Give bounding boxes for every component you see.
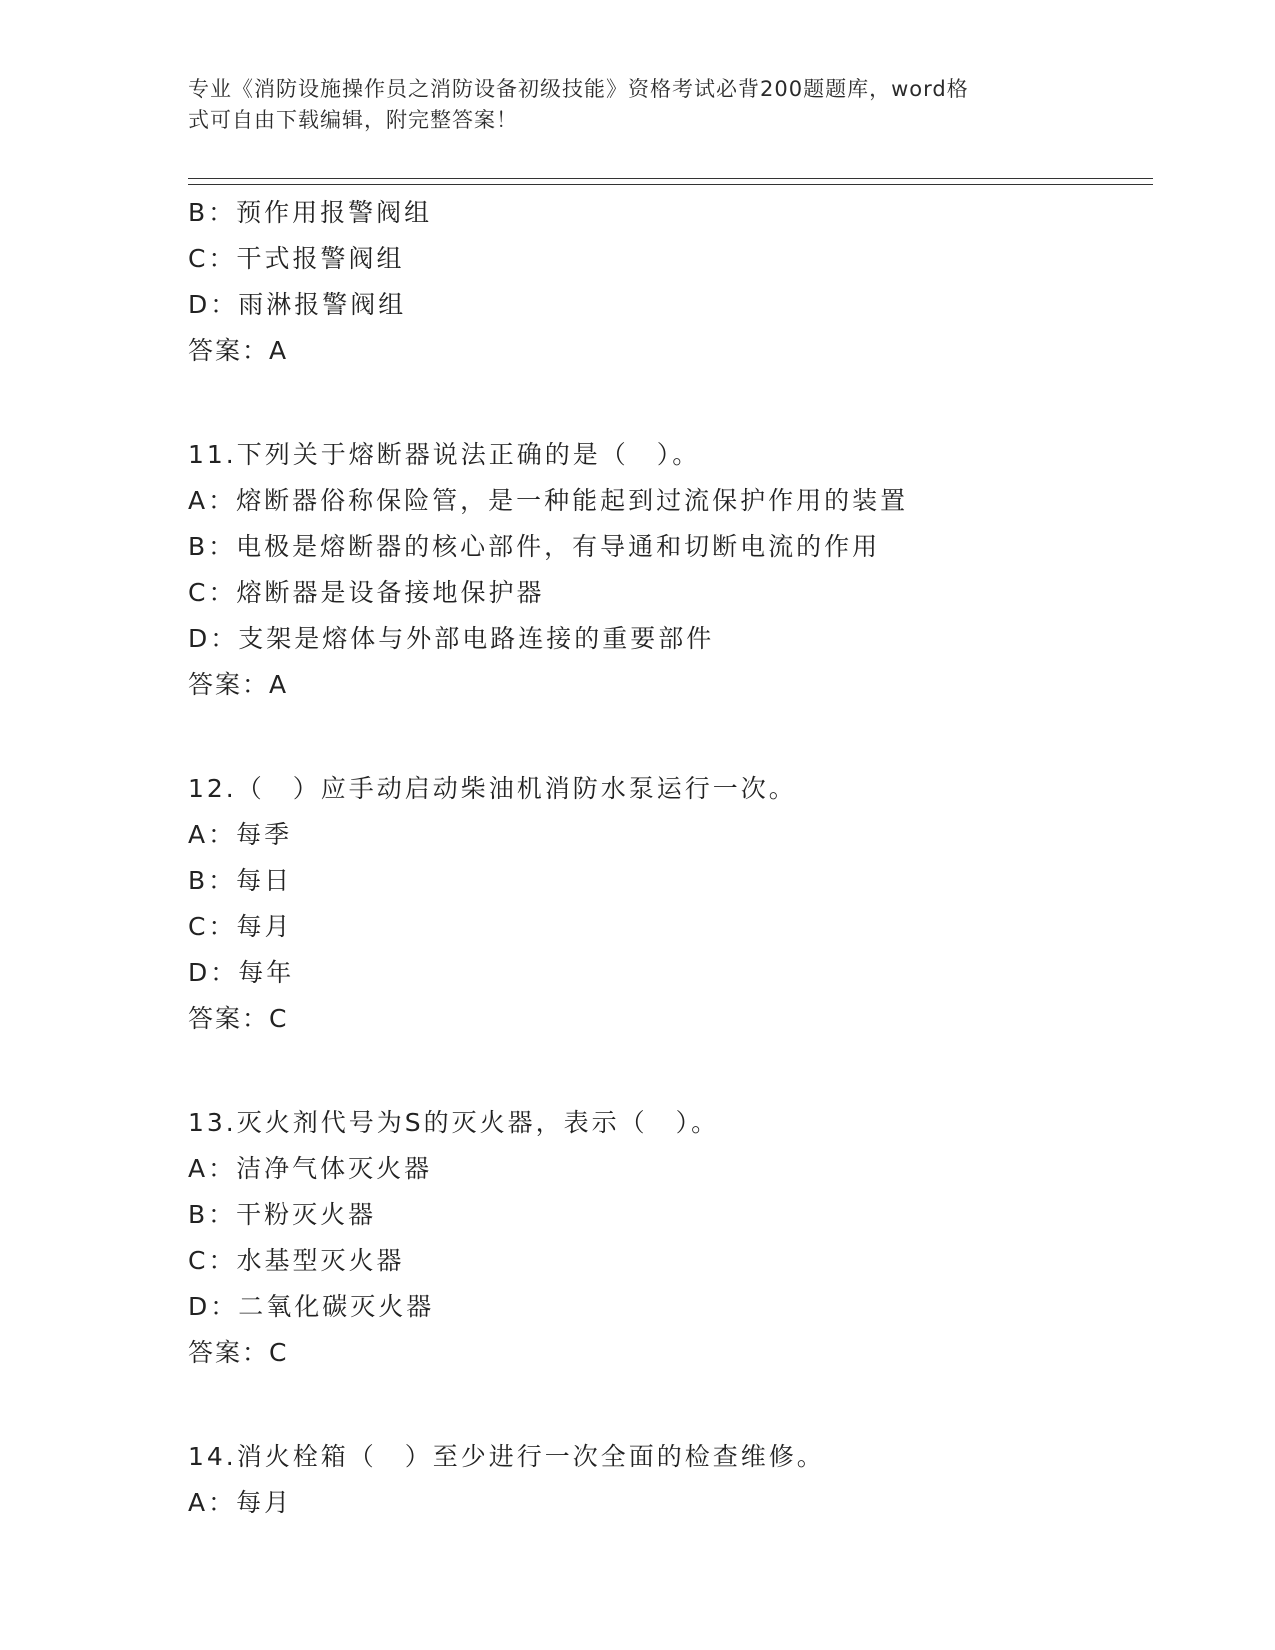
- question-stem: 11.下列关于熔断器说法正确的是（ ）。: [188, 440, 701, 469]
- header-divider-top: [188, 178, 1153, 179]
- option-a: A：熔断器俗称保险管，是一种能起到过流保护作用的装置: [188, 486, 909, 515]
- question-block-prev: [188, 190, 1148, 374]
- option-a: A：每季: [188, 820, 293, 849]
- answer-line: 答案：A: [188, 336, 289, 365]
- option-b: B：电极是熔断器的核心部件，有导通和切断电流的作用: [188, 532, 881, 561]
- question-block-14: [188, 1434, 1148, 1526]
- header-line-2: 式可自由下载编辑，附完整答案！: [188, 108, 518, 132]
- header-divider-bottom: [188, 184, 1153, 185]
- answer-line: 答案：A: [188, 670, 289, 699]
- question-stem: 12.（ ）应手动启动柴油机消防水泵运行一次。: [188, 774, 797, 803]
- answer-line: 答案：C: [188, 1004, 289, 1033]
- document-header: [188, 74, 1068, 136]
- option-b: B：干粉灭火器: [188, 1200, 377, 1229]
- option-d: D：雨淋报警阀组: [188, 290, 407, 319]
- option-c: C：水基型灭火器: [188, 1246, 405, 1275]
- option-a: A：每月: [188, 1488, 293, 1517]
- option-c: C：熔断器是设备接地保护器: [188, 578, 545, 607]
- option-a: A：洁净气体灭火器: [188, 1154, 433, 1183]
- question-block-11: [188, 432, 1148, 708]
- question-stem: 14.消火栓箱（ ）至少进行一次全面的检查维修。: [188, 1442, 825, 1471]
- question-block-13: [188, 1100, 1148, 1376]
- option-b: B：预作用报警阀组: [188, 198, 433, 227]
- option-b: B：每日: [188, 866, 293, 895]
- option-d: D：每年: [188, 958, 295, 987]
- question-list: [188, 190, 1148, 1526]
- question-stem: 13.灭火剂代号为S的灭火器，表示（ ）。: [188, 1108, 720, 1137]
- header-line-1: 专业《消防设施操作员之消防设备初级技能》资格考试必背200题题库，word格: [188, 77, 969, 101]
- option-d: D：支架是熔体与外部电路连接的重要部件: [188, 624, 715, 653]
- answer-line: 答案：C: [188, 1338, 289, 1367]
- option-c: C：干式报警阀组: [188, 244, 405, 273]
- option-c: C：每月: [188, 912, 293, 941]
- question-block-12: [188, 766, 1148, 1042]
- option-d: D：二氧化碳灭火器: [188, 1292, 435, 1321]
